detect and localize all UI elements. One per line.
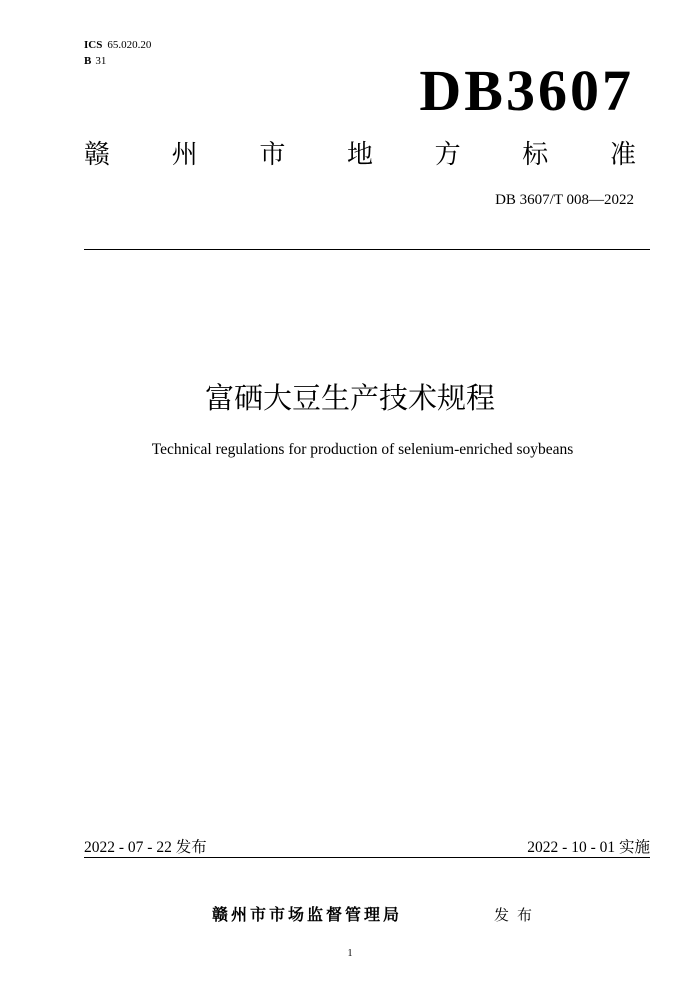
class-code: 31 bbox=[95, 55, 107, 67]
ics-label: ICS bbox=[84, 39, 103, 51]
class-label: B bbox=[84, 55, 92, 67]
ics-line bbox=[84, 38, 151, 52]
standard-kind-char: 赣 bbox=[84, 140, 111, 170]
standard-number: DB 3607/T 008—2022 bbox=[495, 192, 634, 208]
document-title-english: Technical regulations for production of selenium-enriched soybeans bbox=[151, 441, 574, 458]
header-divider bbox=[84, 249, 650, 250]
standard-kind-char: 标 bbox=[522, 140, 549, 170]
date-divider bbox=[84, 857, 650, 858]
standard-kind-char: 市 bbox=[259, 140, 286, 170]
standard-kind-char: 方 bbox=[434, 140, 461, 170]
standard-kind-char: 州 bbox=[171, 140, 198, 170]
standard-kind-char: 地 bbox=[346, 140, 373, 170]
page-number: 1 bbox=[347, 948, 353, 959]
standard-kind-char: 准 bbox=[609, 140, 636, 170]
issue-date: 2022 - 07 - 22 发布 bbox=[84, 839, 207, 856]
standard-kind bbox=[84, 138, 636, 172]
issuing-authority: 赣州市市场监督管理局 bbox=[212, 905, 403, 924]
issue-action: 发布 bbox=[494, 906, 541, 924]
ics-code: 65.020.20 bbox=[107, 39, 152, 51]
implementation-date: 2022 - 10 - 01 实施 bbox=[527, 839, 650, 856]
document-title-chinese: 富硒大豆生产技术规程 bbox=[204, 381, 495, 415]
standard-code: DB3607 bbox=[419, 58, 634, 123]
classification-line bbox=[84, 54, 106, 68]
